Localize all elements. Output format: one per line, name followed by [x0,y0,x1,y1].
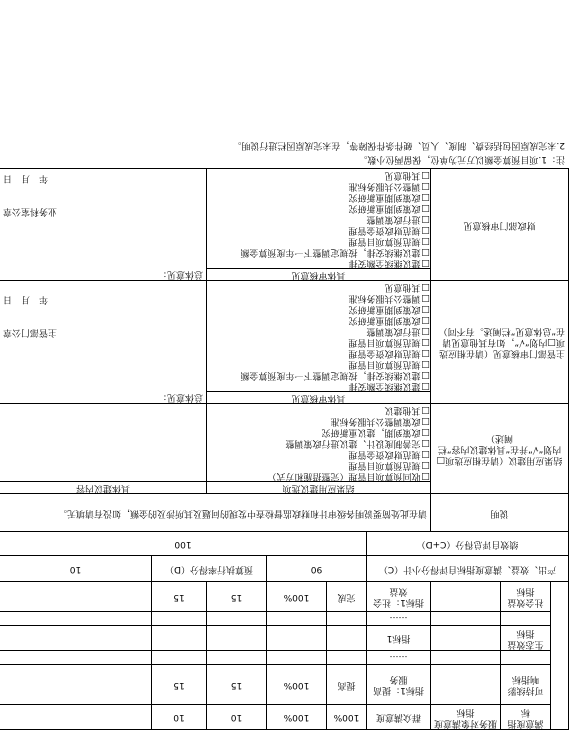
indicator-cell: 群众满意度 [367,705,431,730]
table-row [0,651,569,665]
evaluation-table [0,168,569,730]
sub-cell [431,612,501,626]
fin-option-7[interactable]: □ 调整公共服务标准 [207,180,430,191]
result-options-cell [207,404,431,494]
deviation-cell [0,612,152,626]
table-row [0,665,569,705]
dim-cell [501,651,551,665]
fin-option-0[interactable]: □ 建议继续全额安排 [207,257,430,268]
fin-section [0,169,569,281]
score-cell: 10 [152,705,207,730]
sub-cell [431,582,501,612]
sub-cell [431,665,501,705]
table-row [0,705,569,730]
sub-cell: 服务对象满意度指标 [431,705,501,730]
deviation-cell [0,626,152,651]
actual-cell [267,612,327,626]
total-row [0,532,569,556]
dept-overall-label: 总体意见： [157,392,203,402]
dim-cell: 可持续影响指标 [501,665,551,705]
indicator-cell: …… [367,612,431,626]
actual-cell [267,651,327,665]
dept-overall-cell [0,281,207,404]
deviation-cell [0,665,152,705]
dim-cell: 生态效益指标 [501,626,551,651]
total-label: 绩效自评总得分（C+D） [367,532,569,556]
dept-options-header: 具体审核意见 [207,391,430,403]
indicator-cell: 指标1：社会效益 [367,582,431,612]
result-option-0[interactable]: □ 收回预算项目管理（完整措施和方式） [207,470,430,481]
actual-cell [267,626,327,651]
indicator-cell: 指标1：提高服务 [367,665,431,705]
full-score-cell: 10 [207,705,267,730]
dept-option-8[interactable]: □ 调整公共服务标准 [207,292,430,303]
explain-row [0,494,569,532]
result-options-header: 结果应用建议选项 [207,481,430,493]
footnote-1: 注：1.项目预算金额以万元为单位，保留两位小数。 [358,154,565,164]
fin-option-8[interactable]: □ 其他意见 [207,169,430,180]
result-section [0,404,569,494]
dept-option-6[interactable]: □ 政策到期重新研究 [207,314,430,325]
fin-overall-cell [0,169,207,281]
fin-option-4[interactable]: □ 进行政策调整 [207,213,430,224]
dept-option-0[interactable]: □ 建议继续全额安排 [207,380,430,391]
fin-overall-label: 总体意见： [157,269,203,279]
dept-option-1[interactable]: □ 建议继续安排，按规定调整下一年度预算金额 [207,369,430,380]
dept-option-2[interactable]: □ 规范预算项目管理 [207,358,430,369]
full-score-cell [207,626,267,651]
sub-cell [431,651,501,665]
footnote-2: 2.未完成原因包括经费、制度、人员、硬件条件保障等，在未完成原因栏进行说明。 [232,140,565,150]
result-option-1[interactable]: □ 规范预算项目管理 [207,459,430,470]
dept-option-7[interactable]: □ 政策到期重新研究 [207,303,430,314]
actual-cell: 100% [267,665,327,705]
deviation-cell [0,651,152,665]
result-option-6[interactable]: □ 其他建议 [207,404,430,415]
score-cell: 15 [152,665,207,705]
target-cell: 完成 [327,582,367,612]
target-cell [327,612,367,626]
dim-cell: 社会效益指标 [501,582,551,612]
dim-cell: 满意度指标 [501,705,551,730]
exec-rate-value: 10 [0,556,152,582]
side-label [551,582,569,730]
target-cell: 100% [327,705,367,730]
dept-section [0,281,569,404]
target-cell [327,651,367,665]
score-cell: 15 [152,582,207,612]
score-cell [152,651,207,665]
fin-option-3[interactable]: □ 规范财政资金管理 [207,224,430,235]
sub-cell [431,626,501,651]
subtotal-value: 90 [267,556,367,582]
result-option-3[interactable]: □ 完善制度设计、建议进行政策调整 [207,437,430,448]
exec-rate-label: 预算执行率得分（D） [152,556,267,582]
full-score-cell [207,651,267,665]
full-score-cell: 15 [207,582,267,612]
target-cell: 提高 [327,665,367,705]
dept-option-5[interactable]: □ 进行政策调整 [207,325,430,336]
score-cell [152,612,207,626]
footnotes [0,138,569,168]
table-row [0,626,569,651]
dept-options-cell [207,281,431,404]
dept-section-label: 主管部门审核意见（请在相应选项□内划“√”，如有其他意见请在“总体意见”栏阐述。有不同） [431,281,569,404]
table-row [0,582,569,612]
fin-options-header: 具体审核意见 [207,268,430,280]
result-option-4[interactable]: □ 政策到期，建议重新研究 [207,426,430,437]
dim-cell [501,612,551,626]
fin-seal: 业务科室公章 [3,206,58,216]
result-option-2[interactable]: □ 规范财政资金管理 [207,448,430,459]
subtotal-label: 产出、效益、满意度指标自评得分小计（C） [367,556,569,582]
fin-option-6[interactable]: □ 政策到期重新研究 [207,191,430,202]
subtotal-row [0,556,569,582]
full-score-cell: 15 [207,665,267,705]
dept-option-3[interactable]: □ 规范财政资金管理 [207,347,430,358]
explain-text: 请在此处简要说明各级审计和财政监督检查中发现的问题及其所涉及的金额，如没有请填无。 [0,494,431,532]
explain-label: 说明 [431,494,569,532]
score-cell [152,626,207,651]
fin-date: 年 月 日 [3,173,49,183]
result-option-5[interactable]: □ 政策调整公共服务标准 [207,415,430,426]
fin-section-label: 财政部门审核意见 [431,169,569,281]
actual-cell: 100% [267,705,327,730]
result-section-label: 结果应用建议（请在相应选项□内划“√”并在“具体建议内容”栏阐述） [431,404,569,494]
target-cell [327,626,367,651]
fin-options-cell [207,169,431,281]
fin-option-2[interactable]: □ 规范预算项目管理 [207,235,430,246]
dept-seal: 主管部门公章 [3,327,58,337]
deviation-cell [0,705,152,730]
total-value: 100 [0,532,367,556]
indicator-cell: …… [367,651,431,665]
dept-option-4[interactable]: □ 规范预算项目管理 [207,336,430,347]
fin-option-1[interactable]: □ 建议继续安排，按规定调整下一年度预算金额 [207,246,430,257]
indicator-cell: 指标1 [367,626,431,651]
fin-option-5[interactable]: □ 政策到期重新研究 [207,202,430,213]
result-content-cell [0,404,207,494]
table-row [0,612,569,626]
dept-option-9[interactable]: □ 其他意见 [207,281,430,292]
full-score-cell [207,612,267,626]
dept-date: 年 月 日 [3,294,49,304]
deviation-cell [0,582,152,612]
actual-cell: 100% [267,582,327,612]
result-content-header: 具体建议内容 [0,481,206,493]
